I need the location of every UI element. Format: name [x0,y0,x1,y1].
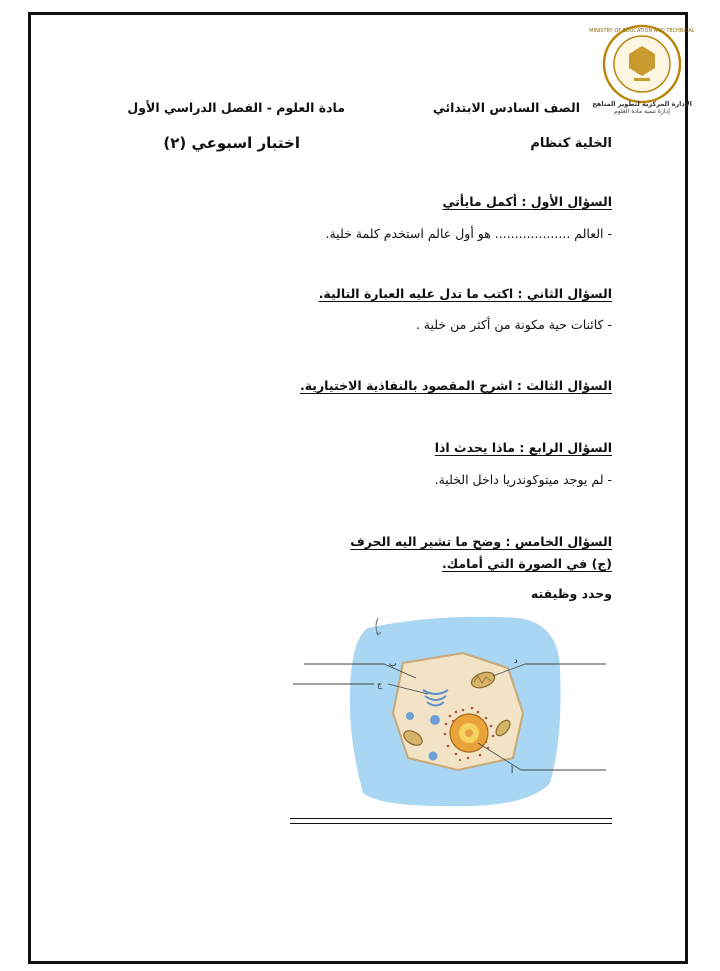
vacuole-1 [430,715,440,725]
question-1-title: السؤال الأول : أكمل مايأتي [442,194,612,209]
animal-cell-diagram [288,608,613,813]
grade-label: الصف السادس الابتدائي [432,100,580,115]
ministry-logo [589,24,695,115]
bottom-rule-1 [290,818,612,819]
question-2-item: - كائنات حية مكونة من أكثر من خلية . [415,317,612,332]
logo-caption-2: إدارة تنمية مادة العلوم [614,108,670,115]
label-a: أ [511,766,514,775]
page-border [28,12,688,964]
question-3-title: السؤال الثالث : اشرح المقصود بالنفاذية الاختيارية. [299,378,612,393]
label-b: ب [389,659,397,668]
logo-caption-1: الإدارة المركزية لتطوير المناهج [592,100,692,108]
question-5-subtitle: وحدد وظيفته [530,586,612,601]
label-j: ج [377,680,383,689]
bottom-rule-2 [290,823,612,824]
question-5-title-line-1: السؤال الخامس : وضح ما تشير اليه الحرف [350,534,612,549]
vacuole-2 [429,752,438,761]
label-d: د [514,656,518,665]
vacuole-3 [406,712,414,720]
subject-term-label: مادة العلوم - الفصل الدراسي الأول [127,100,345,115]
cell-membrane [393,653,523,770]
question-1-item: - العالم ................... هو أول عالم استخدم كلمة خلية. [325,226,612,241]
question-2-title: السؤال الثاني : اكتب ما تدل عليه العبارة التالية. [318,286,612,301]
logo-ring-text: MINISTRY OF EDUCATION AND TECHNICAL [589,28,695,34]
question-4-title: السؤال الرابع : ماذا يحدث اذا [434,440,612,455]
lesson-title: الخلية كنظام [530,136,612,151]
question-5-title-line-2: (ج) في الصورة التي أمامك. [442,556,612,571]
question-4-item: - لم يوجد ميتوكوندريا داخل الخلية. [434,472,612,487]
exam-title: اختبار اسبوعي (٢) [163,134,300,152]
